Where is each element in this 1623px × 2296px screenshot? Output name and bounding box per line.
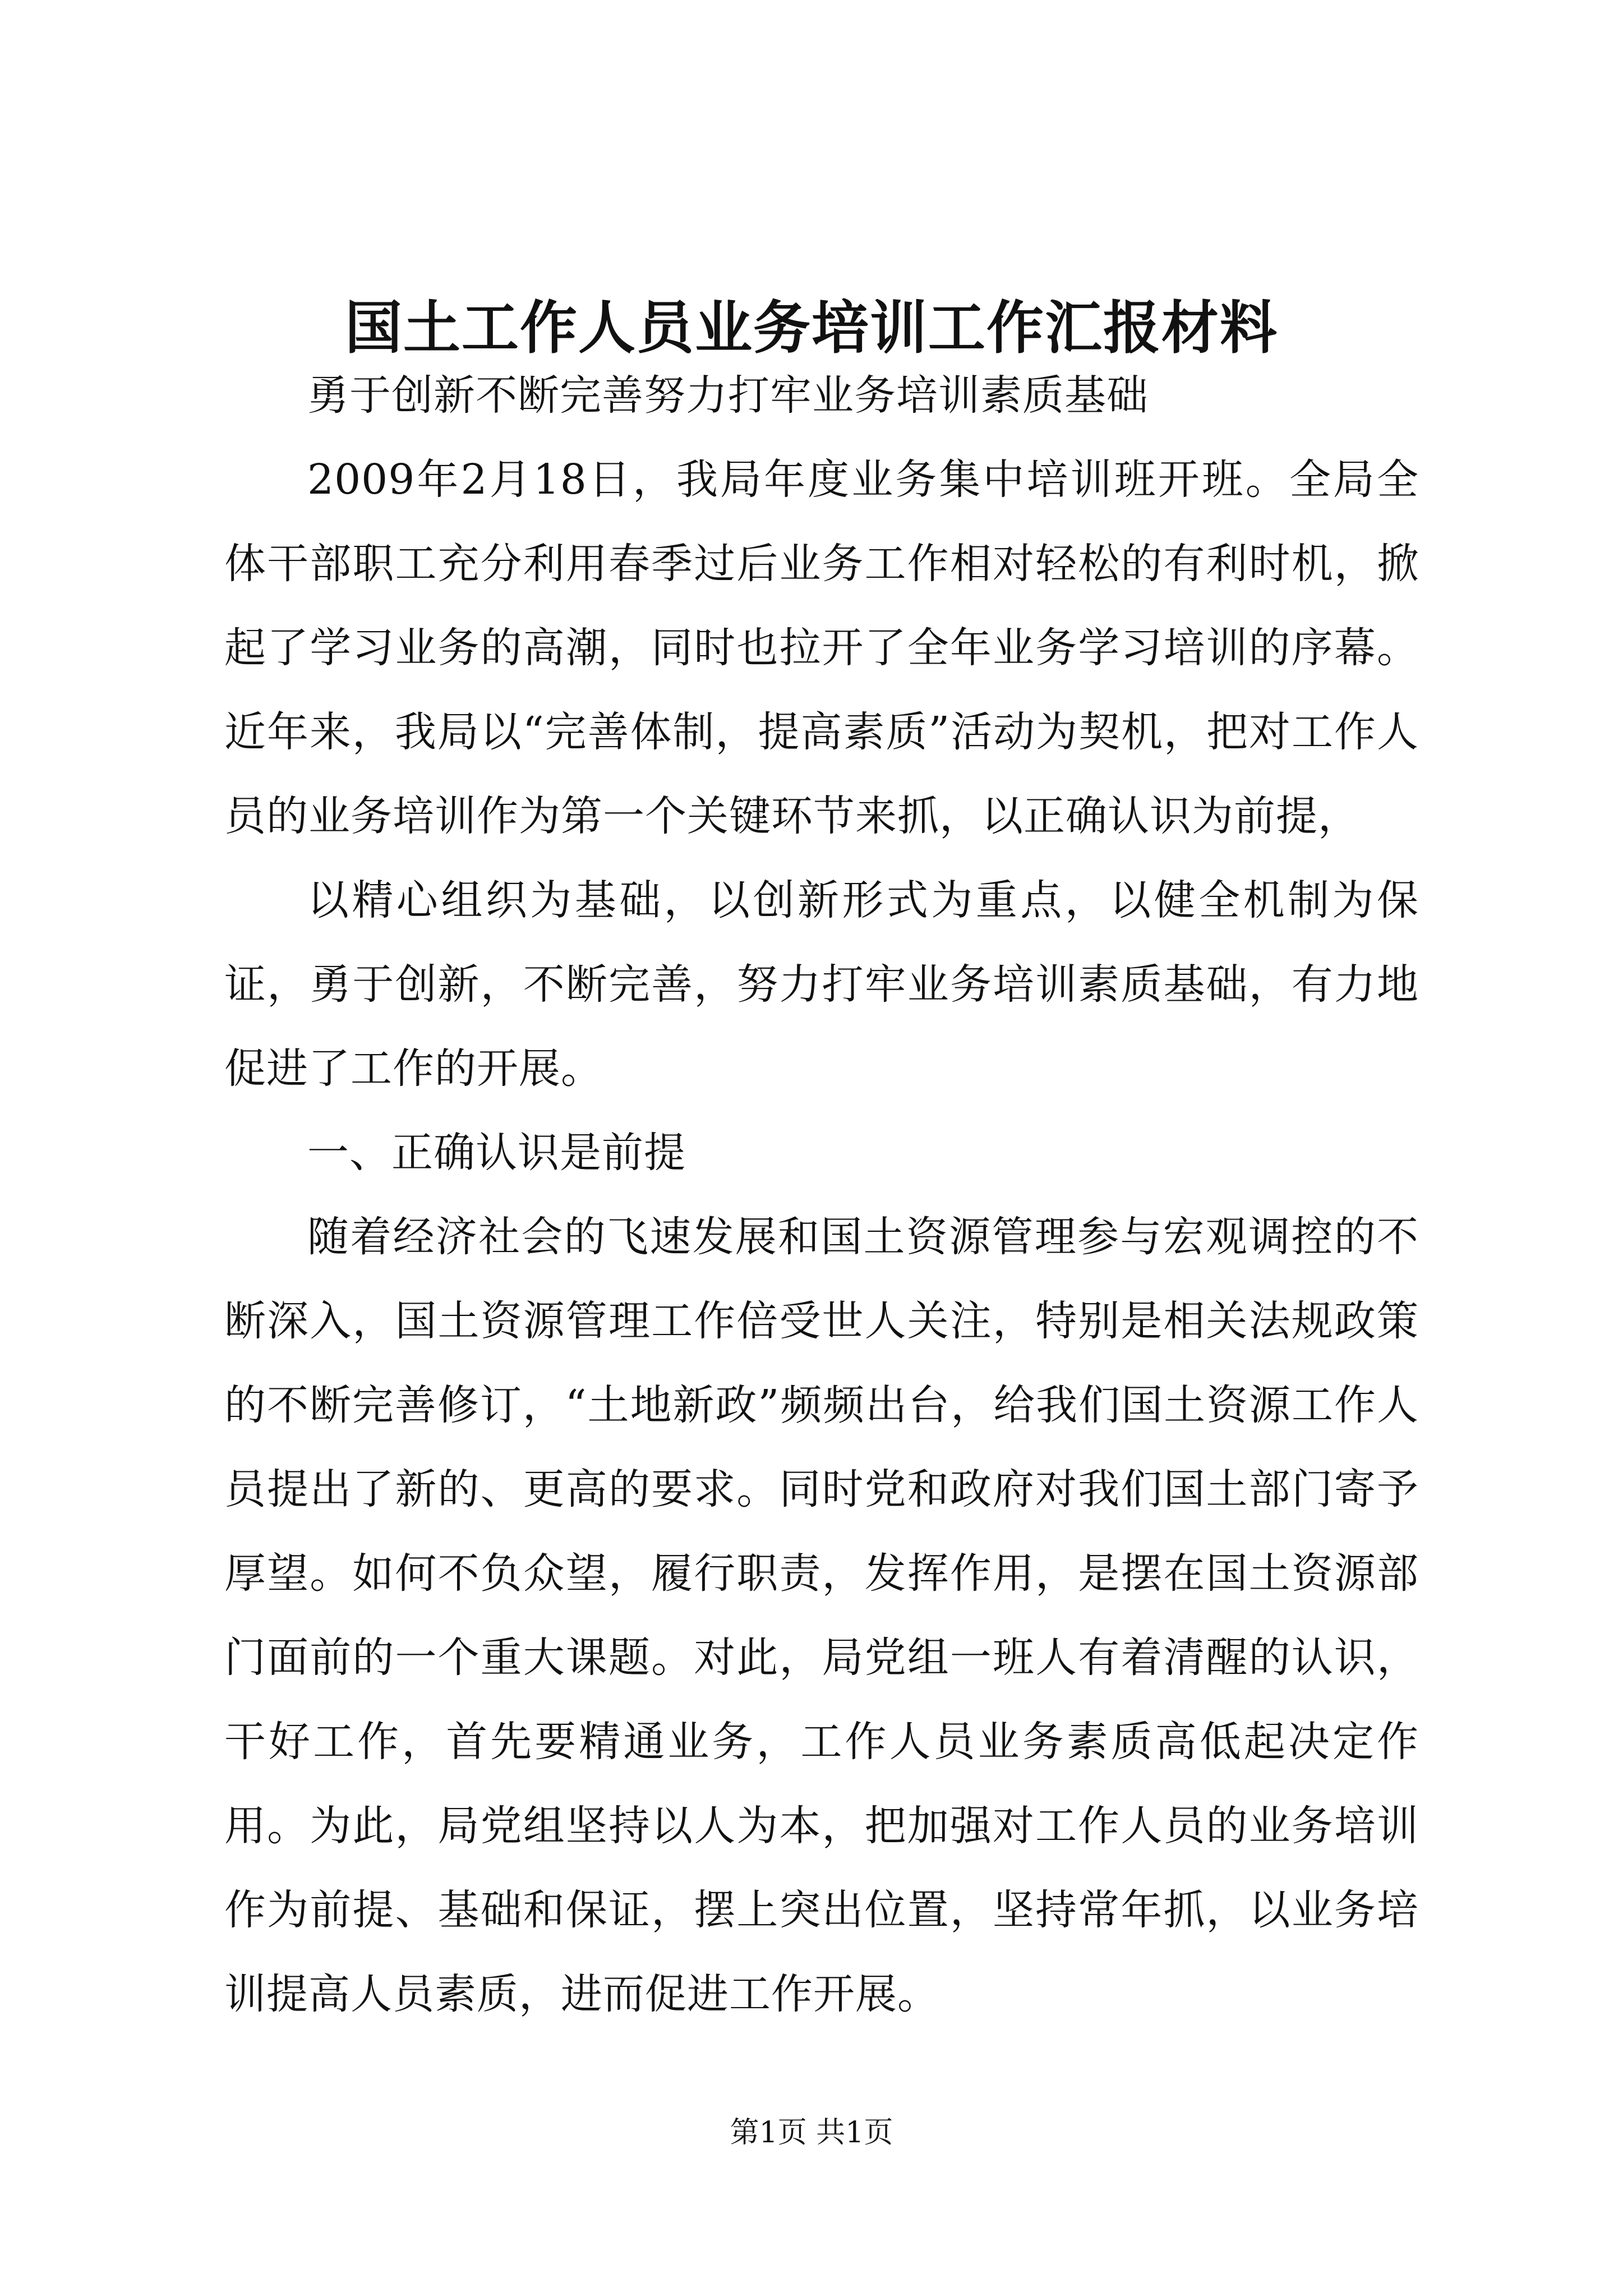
document-body — [224, 353, 1419, 2036]
paragraph-section-one: 随着经济社会的飞速发展和国土资源管理参与宏观调控的不断深入，国土资源管理工作倍受世人关注，特别是相关法规政策的不断完善修订，“土地新政”频频出台，给我们国土资源工作人员提出了新的、更高的要求。同时党和政府对我们国土部门寄予厚望。如何不负众望，履行职责，发挥作用，是摆在国土资源部门面前的一个重大课题。对此，局党组一班人有着清醒的认识，干好工作，首先要精通业务，工作人员业务素质高低起决定作用。为此，局党组坚持以人为本，把加强对工作人员的业务培训作为前提、基础和保证，摆上突出位置，坚持常年抓，以业务培训提高人员素质，进而促进工作开展。 — [224, 1213, 1419, 2018]
page-footer: 第1页 共1页 — [730, 2116, 893, 2150]
paragraph-continuation: 以精心组织为基础，以创新形式为重点，以健全机制为保证，勇于创新，不断完善，努力打牢业务培训素质基础，有力地促进了工作的开展。 — [224, 876, 1419, 1093]
paragraph-subtitle: 勇于创新不断完善努力打牢业务培训素质基础 — [307, 371, 1149, 420]
paragraph-intro: 2009年2月18日，我局年度业务集中培训班开班。全局全体干部职工充分利用春季过后业务工作相对轻松的有利时机，掀起了学习业务的高潮，同时也拉开了全年业务学习培训的序幕。近年来，我局以“完善体制，提高素质”活动为契机，把对工作人员的业务培训作为第一个关键环节来抓，以正确认识为前提， — [224, 455, 1419, 840]
page-title: 国土工作人员业务培训工作汇报材料 — [345, 295, 1278, 362]
section-heading: 一、正确认识是前提 — [307, 1129, 686, 1177]
